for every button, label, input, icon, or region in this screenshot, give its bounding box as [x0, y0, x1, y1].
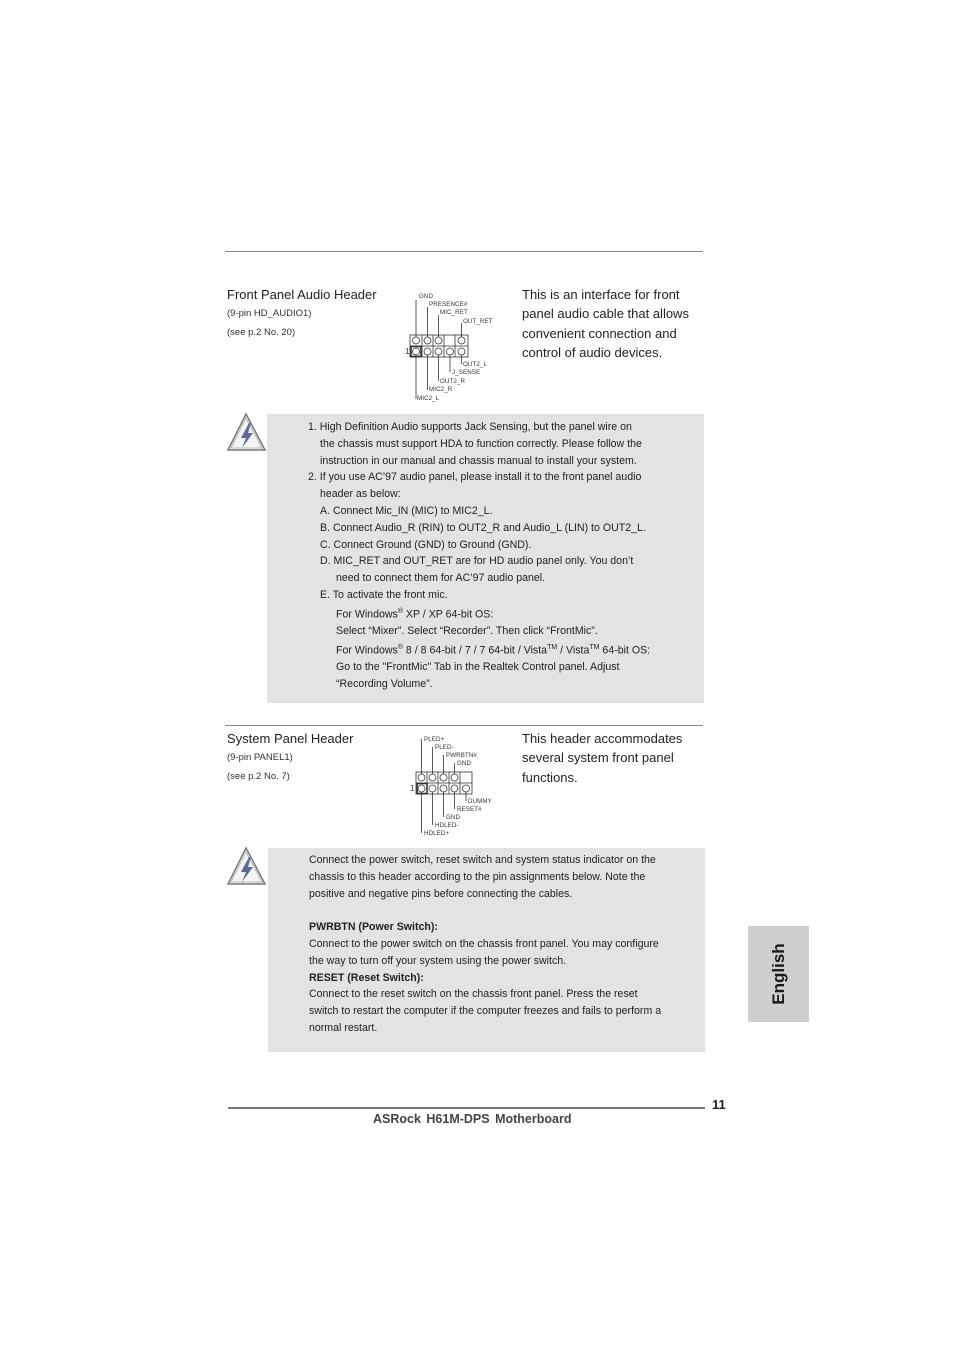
system-note-line: chassis to this header according to the pin assignments below. Note the	[309, 870, 646, 883]
audio-note-line: 1. High Definition Audio supports Jack Sensing, but the panel wire on	[308, 421, 632, 433]
audio-note-line: Select “Mixer”. Select “Recorder”. Then click “FrontMic”.	[336, 625, 598, 638]
audio-pin-diagram	[400, 290, 510, 410]
system-label-pled-plus: PLED+	[424, 736, 445, 743]
audio-pin1-label: 1	[405, 347, 410, 356]
warning-icon	[226, 845, 268, 887]
system-label-pwrbtn: PWRBTN#	[446, 752, 477, 759]
system-header-title: System Panel Header	[227, 731, 354, 746]
audio-note-line: “Recording Volume”.	[336, 678, 433, 691]
page-number: 11	[712, 1097, 726, 1112]
system-note-line: Connect to the reset switch on the chassis front panel. Press the reset	[309, 988, 638, 1001]
audio-pin-spec: (9-pin HD_AUDIO1)	[227, 308, 312, 319]
audio-label-presence: PRESENCE#	[429, 301, 468, 308]
audio-note-line: B. Connect Audio_R (RIN) to OUT2_R and Audio_L (LIN) to OUT2_L.	[320, 521, 646, 534]
audio-label-mic2-r: MIC2_R	[429, 386, 453, 393]
audio-label-mic-ret: MIC_RET	[440, 309, 468, 316]
audio-label-gnd: GND	[419, 293, 434, 300]
audio-note-line: For Windows® 8 / 8 64-bit / 7 / 7 64-bit / Vista™ / Vista™ 64-bit OS:	[336, 643, 651, 657]
audio-label-j-sense: J_SENSE	[452, 369, 481, 376]
system-label-dummy: DUMMY	[468, 798, 492, 805]
audio-description: This is an interface for front panel audio cable that allows convenient connection and control of audio devices.	[522, 287, 689, 361]
language-tab-label: English	[768, 943, 788, 1005]
audio-see-ref: (see p.2 No. 20)	[227, 327, 296, 338]
system-note-pwrbtn-heading: PWRBTN (Power Switch):	[309, 921, 438, 934]
audio-header-title: Front Panel Audio Header	[227, 287, 377, 302]
audio-label-out2-l: OUT2_L	[463, 361, 487, 368]
system-label-hdled-plus: HDLED+	[424, 830, 450, 837]
audio-label-mic2-l: MIC2_L	[417, 395, 440, 402]
audio-note-line: the chassis must support HDA to function correctly. Please follow the	[320, 437, 642, 450]
system-label-reset: RESET#	[457, 806, 482, 813]
system-pin-diagram	[405, 733, 505, 841]
audio-note-line: A. Connect Mic_IN (MIC) to MIC2_L.	[320, 504, 493, 517]
system-note-line: the way to turn off your system using the power switch.	[309, 954, 567, 967]
footer-rule	[228, 1107, 705, 1109]
audio-note-line: instruction in our manual and chassis manual to install your system.	[320, 454, 637, 467]
section-rule	[225, 725, 703, 726]
warning-icon	[226, 411, 268, 453]
system-see-ref: (see p.2 No. 7)	[227, 771, 290, 782]
audio-note-text	[308, 419, 650, 693]
system-note-line: switch to restart the computer if the computer freezes and fails to perform a	[309, 1005, 662, 1018]
system-label-gnd-bottom: GND	[446, 814, 461, 821]
system-pin1-label: 1	[410, 784, 415, 793]
footer-title: ASRock H61M-DPS Motherboard	[373, 1112, 572, 1126]
audio-note-line: need to connect them for AC’97 audio panel.	[336, 572, 546, 585]
system-description: This header accommodates several system front panel functions.	[522, 731, 683, 785]
system-note-reset-heading: RESET (Reset Switch):	[309, 971, 424, 984]
language-tab	[748, 926, 809, 1022]
audio-note-line: For Windows® XP / XP 64-bit OS:	[336, 607, 494, 621]
system-note-line: positive and negative pins before connecting the cables.	[309, 887, 573, 900]
system-label-hdled-minus: HDLED-	[435, 822, 459, 829]
audio-label-out-ret: OUT_RET	[463, 318, 493, 325]
audio-note-line: Go to the "FrontMic" Tab in the Realtek Control panel. Adjust	[336, 661, 620, 674]
top-rule	[225, 251, 703, 252]
audio-note-line: C. Connect Ground (GND) to Ground (GND).	[320, 538, 532, 551]
audio-note-line: header as below:	[320, 488, 401, 501]
system-label-pled-minus: PLED-	[435, 744, 454, 751]
system-note-text	[309, 852, 661, 1037]
audio-label-out2-r: OUT2_R	[440, 378, 466, 385]
audio-note-line: D. MIC_RET and OUT_RET are for HD audio panel only. You don’t	[320, 555, 634, 568]
system-note-line: normal restart.	[309, 1021, 378, 1034]
system-pin-spec: (9-pin PANEL1)	[227, 752, 293, 763]
system-note-line: Connect the power switch, reset switch and system status indicator on the	[309, 854, 656, 866]
system-label-gnd-top: GND	[457, 760, 472, 767]
system-note-line: Connect to the power switch on the chassis front panel. You may configure	[309, 937, 659, 950]
audio-note-line: 2. If you use AC’97 audio panel, please install it to the front panel audio	[308, 471, 642, 484]
audio-note-line: E. To activate the front mic.	[320, 588, 448, 601]
audio-pin-svg	[400, 290, 510, 410]
